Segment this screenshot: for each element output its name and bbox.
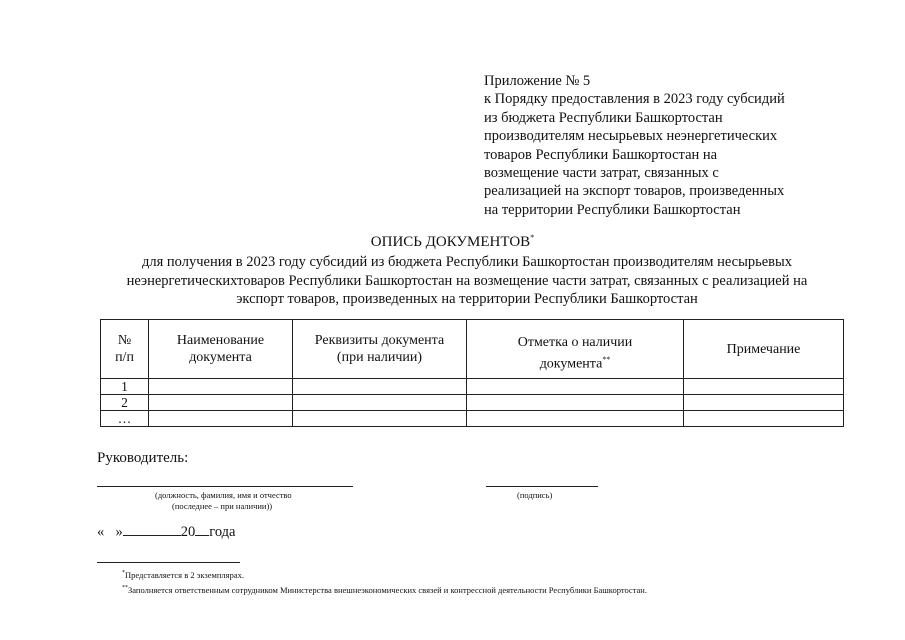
cell-document-details <box>293 379 467 395</box>
cell-document-name <box>149 395 293 411</box>
row-number: 2 <box>101 395 149 411</box>
subtitle-line: экспорт товаров, произведенных на территории Республики Башкортостан <box>236 291 698 308</box>
appendix-line: товаров Республики Башкортостан на <box>484 146 718 163</box>
cell-note <box>684 395 844 411</box>
table-row <box>101 395 844 411</box>
header-number: № п/п <box>101 320 149 379</box>
position-caption-line2: (последнее – при наличии)) <box>172 501 273 511</box>
cell-note <box>684 411 844 427</box>
header-availability-mark: Отметка о наличии документа** <box>467 320 684 379</box>
day-blank <box>108 524 112 536</box>
month-blank <box>123 523 181 536</box>
position-caption-line1: (должность, фамилия, имя и отчество <box>155 490 292 500</box>
appendix-line: производителям несырьевых неэнергетических <box>484 128 778 145</box>
title-footnote-mark: * <box>530 233 535 242</box>
signature-line <box>486 486 598 487</box>
year-prefix: 20 <box>180 524 196 540</box>
footnote-2 <box>122 585 647 595</box>
cell-document-name <box>149 411 293 427</box>
appendix-line: Приложение № 5 <box>484 73 591 89</box>
footnote-1 <box>122 570 244 580</box>
appendix-line: из бюджета Республики Башкортостан <box>484 109 723 126</box>
date-line <box>97 523 235 541</box>
head-label: Руководитель: <box>97 450 189 466</box>
row-number: 1 <box>101 379 149 395</box>
cell-availability-mark <box>467 411 684 427</box>
quote-close: » <box>115 524 123 540</box>
cell-availability-mark <box>467 379 684 395</box>
cell-availability-mark <box>467 395 684 411</box>
signature-caption: (подпись) <box>517 490 553 500</box>
title-text: ОПИСЬ ДОКУМЕНТОВ <box>370 234 531 250</box>
header-document-name: Наименование документа <box>149 320 293 379</box>
appendix-line: возмещение части затрат, связанных с <box>484 165 719 182</box>
cell-note <box>684 379 844 395</box>
header-document-details: Реквизиты документа (при наличии) <box>293 320 467 379</box>
footnote-1-mark: * <box>122 570 125 577</box>
year-suffix: года <box>209 524 236 540</box>
cell-document-details <box>293 411 467 427</box>
header-note: Примечание <box>684 320 844 379</box>
quote-open: « <box>97 524 105 540</box>
subtitle-line: неэнергетическихтоваров Республики Башкортостан на возмещение части затрат, связанных с реализацией на <box>126 272 808 289</box>
table-header-row <box>101 320 844 379</box>
appendix-line: к Порядку предоставления в 2023 году субсидий <box>484 91 785 108</box>
cell-document-details <box>293 395 467 411</box>
footnote-1-text: Представляется в 2 экземплярах. <box>125 570 244 580</box>
documents-table <box>100 319 844 427</box>
document-title <box>0 233 905 251</box>
table-row <box>101 411 844 427</box>
footnote-separator <box>97 562 240 563</box>
table-row <box>101 379 844 395</box>
footnote-2-text: Заполняется ответственным сотрудником Министерства внешнеэкономических связей и контрессной деятельности Республики Башкортостан. <box>128 585 647 595</box>
year-blank <box>195 523 209 536</box>
footnote-2-mark: ** <box>122 585 128 592</box>
appendix-header <box>484 72 785 219</box>
position-signature-line <box>97 486 353 487</box>
document-subtitle <box>96 253 838 309</box>
appendix-line: на территории Республики Башкортостан <box>484 201 741 218</box>
row-number: … <box>101 411 149 427</box>
appendix-line: реализацией на экспорт товаров, произведенных <box>484 183 785 200</box>
cell-document-name <box>149 379 293 395</box>
subtitle-line: для получения в 2023 году субсидий из бюджета Республики Башкортостан производителям несырьевых <box>142 254 792 270</box>
